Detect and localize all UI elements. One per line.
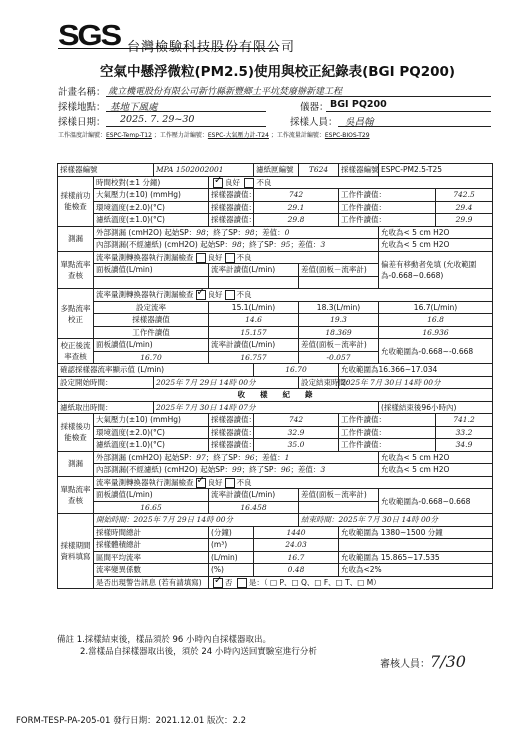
plan-name-value: 歲立機電股份有限公司新竹縣新豐鄉土平坑焚廢辦新建工程 [108, 87, 343, 97]
plan-name-label: 計畫名稱： [58, 87, 106, 98]
form-title: 空氣中懸浮微粒(PM2.5)使用與校正紀錄表(BGI PQ200) [100, 64, 456, 80]
record-table: 採樣器編號 MPA 1502002001 濾紙匣編號 T624 採樣器編號 ESPC-PM2.5-T25 採樣前功能檢查 時間校對(±1 分鐘) ✓ 良好 不良 大氣壓力(±10) (mmHg) 採樣器讀值： 742 工作件讀值： 742.5 環境溫度(±2.0)(°C) 採樣器讀值： 29.1 工作件讀值： 29.4 濾紙溫度(±1.0)(°C) 採樣器讀值： 29.8 工作件讀值： 29.9 測漏 外部測漏 (cmH2O) 起始SP：98；終了SP：98；差值：0 允收為< 5 cm H2O 內部測漏(不經濾紙) (cmH2O) 起始SP：98；終了SP：95；差值：3 允收為< 5 cm H2O 單點流率查核 流率量測轉換器執行測漏檢查 良好 不良 偏差有移動者免填 (允收範圍為-0.668~0.668) 面板讀值(L/min) 流率計讀值(L/min) 差值(面板－流率計) 多點流率校正 流率量測轉換器執行測漏檢查✓ 良好 不良 設定流率 15.1(L/min) 18.3(L/min) 16.7(L/min) 採樣器讀值 14.6 19.3 16.8 工作件讀值 15.157 18.369 16.936 校正後流率查核 面板讀值(L/min) 流率計讀值(L/min) 差值(面板－流率計) 允收範圍為-0.668~-0.668 16.70 16.757 -0.057 確認採樣器流率顯示值 (L/min) 16.70 允收範圍為16.366~17.034 設定開始時間： 2025年 7月 29日 14時 00分 設定結束時間： 2025年 7月 30日 14時 00分 收 樣 紀 錄 濾紙取出時間： 2025年 7月 30日 14時 07分 (採樣結束後96小時內) 採樣後功能檢查 大氣壓力(±10) (mmHg) 採樣器讀值： 742 工作件讀值： 741.2 環境溫度(±2.0)(°C) 採樣器讀值： 32.9 工作件讀值： 33.2 濾紙溫度(±1.0)(°C) 採樣器讀值： 35.0 工作件讀值： 34.9 測漏 外部測漏 (cmH2O) 起始SP：97；終了SP：96；差值：1 允收為< 5 cm H2O 內部測漏(不經濾紙) (cmH2O) 起始SP：99；終了SP：96；差值：3 允收為< 5 cm H2O 單點流率查核 流率量測轉換器執行測漏檢查✓ 良好 不良 面板讀值(L/min) 流率計讀值(L/min) 差值(面板－流率計) 允收範圍為-0.668~0.668 16.65 16.458 採樣期間資料填寫 開始時間：2025年 7月 29日 14時 00分 結束時間：2025年 7月 30日 14時 00分 採樣時間總計 (分鐘) 1440 允收範圍為 1380~1500 分鐘 採樣體積總計 (m³) 24.03 區間平均流率 (L/min) 16.7 允收範圍為 15.865~17.535 流率變異係數 (%) 0.48 允收為<2% 是否出現警告訊息 (若有請填寫) ✓ 否 是：（ □ P、□ Q、□ F、□ T、□ M） [57, 163, 493, 589]
date-value: 2025. 7. 29~30 [120, 114, 195, 125]
reviewer-signature: 7/30 [430, 652, 466, 671]
before-section: 採樣前功能檢查 [58, 176, 94, 226]
equipment-line: 工作溫度計編號：ESPC-Temp-T12 ；工作壓力計編號：ESPC-大氣壓力計-T24 ；工作流量計編號：ESPC-BIOS-T29 [58, 132, 370, 139]
instrument-label: 儀器： [300, 102, 329, 113]
form-number: FORM-TESP-PA-205-01 發行日期：2021.12.01 版次：2.2 [16, 716, 247, 726]
site-label: 採樣地點： [58, 102, 106, 113]
reviewer-label: 審核人員：7/30 [380, 652, 466, 671]
bad-checkbox[interactable] [244, 178, 254, 188]
ids-row: 採樣器編號 MPA 1502002001 濾紙匣編號 T624 採樣器編號 ESPC-PM2.5-T25 [58, 164, 493, 177]
good-checkbox[interactable] [213, 178, 223, 188]
date-label: 採樣日期： [58, 117, 106, 128]
company-name: 台灣檢驗科技股份有限公司 [127, 40, 296, 55]
instrument-value: BGI PQ200 [330, 99, 387, 110]
site-value: 基地下風處 [110, 102, 158, 113]
header [0, 0, 531, 92]
note-2: 2.當樣品自採樣器取出後，須於 24 小時內送回實驗室進行分析 [80, 647, 317, 657]
operator-label: 採樣人員： [290, 117, 338, 128]
note-1: 備註 1.採樣結束後，樣品須於 96 小時內自採樣器取出。 [57, 635, 272, 645]
sgs-logo: SGS [58, 20, 120, 52]
operator-value: 吳昌翰 [345, 117, 374, 128]
